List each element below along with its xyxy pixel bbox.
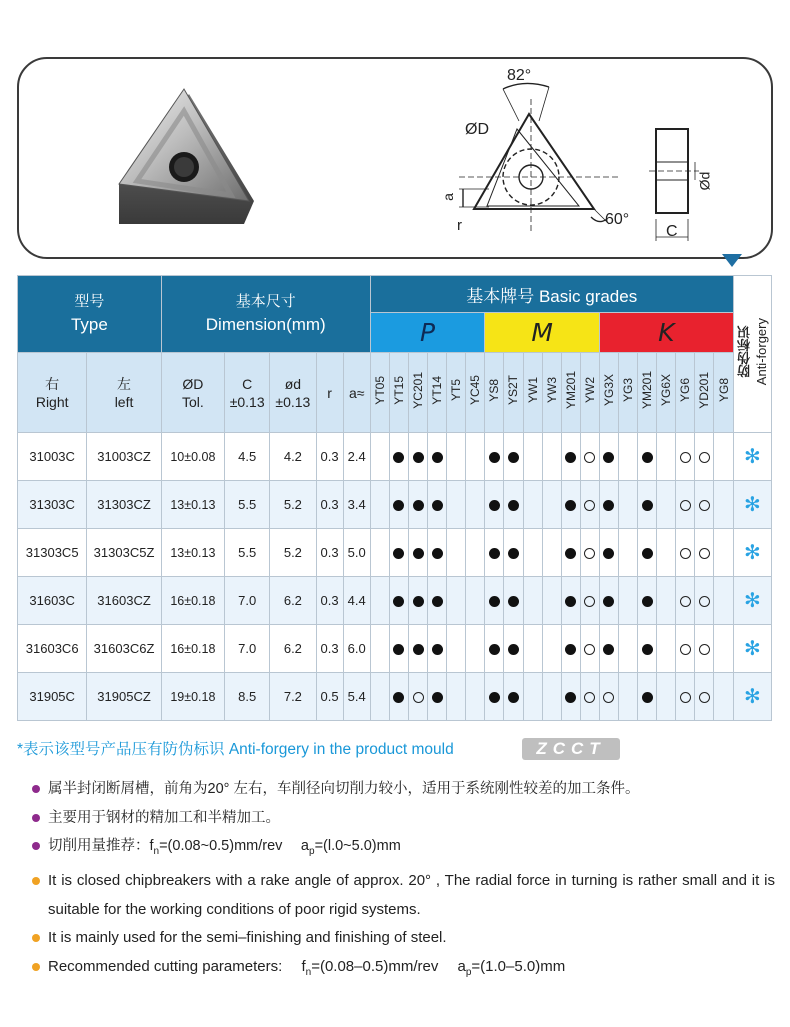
grade-mark-cell [561,673,580,721]
optional-mark [680,452,691,463]
label-r: r [457,217,462,234]
model-right: 31905C [18,673,87,721]
grade-mark-cell [370,577,389,625]
model-left: 31003CZ [87,433,161,481]
grade-col: YG8 [714,353,733,433]
cell-C: 7.0 [225,577,270,625]
grade-mark-cell [485,577,504,625]
grade-mark-cell [523,673,542,721]
grade-col: YT5 [447,353,466,433]
grade-mark-cell [485,529,504,577]
grade-mark-cell [389,529,408,577]
label-a: a [439,193,456,201]
model-left: 31905CZ [87,673,161,721]
list-item: 切削用量推荐：$f_n=(0.08\sim 0.5)mm$/rev $a_p=(l.0\sim 5.0)mm$ [30,832,775,867]
cell-a: 3.4 [343,481,370,529]
cell-D: 10±0.08 [161,433,224,481]
anti-forgery-star-icon: ✻ [743,590,761,612]
grade-mark-cell [714,673,733,721]
col-a: a≈ [343,353,370,433]
grade-col: YW1 [523,353,542,433]
grade-mark-cell [504,625,523,673]
grade-mark-cell [695,481,714,529]
grade-mark-cell [504,577,523,625]
grade-col: YT14 [428,353,447,433]
grade-mark-cell [485,481,504,529]
insert-drawing [459,83,699,241]
anti-forgery-star-icon: ✻ [743,686,761,708]
grade-mark-cell [580,529,599,577]
recommended-mark [393,500,404,511]
model-left: 31603C6Z [87,625,161,673]
recommended-mark [565,644,576,655]
recommended-mark [603,548,614,559]
cell-d: 6.2 [270,625,316,673]
grade-mark-cell [523,433,542,481]
recommended-mark [603,452,614,463]
optional-mark [680,692,691,703]
grade-mark-cell [408,481,427,529]
cell-C: 7.0 [225,625,270,673]
grade-mark-cell [714,529,733,577]
recommended-mark [642,452,653,463]
anti-forgery-star-icon: ✻ [743,542,761,564]
grade-mark-cell [676,625,695,673]
recommended-mark [642,692,653,703]
optional-mark [584,644,595,655]
label-82-degree: 82° [507,67,532,84]
grade-mark-cell [389,577,408,625]
cell-C: 4.5 [225,433,270,481]
model-right: 31303C5 [18,529,87,577]
recommended-mark [489,644,500,655]
recommended-mark [508,596,519,607]
grade-mark-cell [447,577,466,625]
table-row [18,673,772,721]
grade-mark-cell [599,433,618,481]
recommended-mark [489,500,500,511]
model-left: 31303CZ [87,481,161,529]
anti-forgery-cell [733,481,771,529]
grade-mark-cell [561,577,580,625]
grade-mark-cell [485,433,504,481]
recommended-mark [508,500,519,511]
cell-C: 5.5 [225,529,270,577]
optional-mark [680,644,691,655]
recommended-mark [432,692,443,703]
anti-forgery-star-icon: ✻ [743,638,761,660]
recommended-mark [393,596,404,607]
grade-mark-cell [466,433,485,481]
cell-C: 8.5 [225,673,270,721]
grade-col: YG6X [657,353,676,433]
recommended-mark [508,644,519,655]
grade-col: YG6 [676,353,695,433]
anti-forgery-cell [733,433,771,481]
grade-mark-cell [504,433,523,481]
label-d: Ød [696,171,713,191]
grade-mark-cell [619,577,638,625]
grade-mark-cell [714,577,733,625]
table-row [18,625,772,673]
cell-r: 0.3 [316,625,343,673]
recommended-mark [489,452,500,463]
optional-mark [584,452,595,463]
grade-col: YS8 [485,353,504,433]
recommended-mark [413,452,424,463]
grade-mark-cell [485,625,504,673]
grade-mark-cell [676,529,695,577]
model-left: 31603CZ [87,577,161,625]
optional-mark [699,692,710,703]
grade-mark-cell [485,673,504,721]
list-item: 主要用于钢材的精加工和半精加工。 [30,804,775,833]
grade-mark-cell [447,481,466,529]
recommended-mark [508,548,519,559]
recommended-mark [489,692,500,703]
recommended-mark [603,644,614,655]
grade-mark-cell [657,433,676,481]
optional-mark [699,500,710,511]
recommended-mark [565,548,576,559]
spec-table [17,275,772,721]
grade-col: YD201 [695,353,714,433]
grade-mark-cell [676,577,695,625]
recommended-mark [413,644,424,655]
type-header: 型号 Type [18,276,162,353]
list-item: It is mainly used for the semi–finishing and finishing of steel. [30,924,775,953]
cell-a: 6.0 [343,625,370,673]
col-d: ød ±0.13 [270,353,316,433]
list-item: Recommended cutting parameters: $f_n=(0.08-0.5)mm$/rev $a_p=(1.0-5.0)mm$ [30,953,775,988]
recommended-mark [489,596,500,607]
grade-mark-cell [561,481,580,529]
grade-mark-cell [657,577,676,625]
grade-mark-cell [428,625,447,673]
grade-col: YC201 [408,353,427,433]
grade-mark-cell [714,433,733,481]
cell-r: 0.3 [316,481,343,529]
cell-r: 0.3 [316,529,343,577]
grade-mark-cell [428,433,447,481]
grade-mark-cell [466,673,485,721]
cell-a: 5.4 [343,673,370,721]
grade-mark-cell [428,577,447,625]
grades-header: 基本牌号 Basic grades [370,276,733,313]
recommended-mark [432,548,443,559]
grade-mark-cell [466,625,485,673]
grade-mark-cell [447,673,466,721]
recommended-mark [642,596,653,607]
grade-mark-cell [676,481,695,529]
grade-mark-cell [676,433,695,481]
cell-r: 0.3 [316,577,343,625]
cell-d: 4.2 [270,433,316,481]
grade-mark-cell [408,577,427,625]
grade-mark-cell [676,673,695,721]
grade-mark-cell [370,625,389,673]
group-m: M [485,313,600,353]
description-list [30,775,775,987]
cell-a: 2.4 [343,433,370,481]
cell-r: 0.3 [316,433,343,481]
grade-col: YW3 [542,353,561,433]
model-right: 31603C6 [18,625,87,673]
optional-mark [584,596,595,607]
recommended-mark [565,692,576,703]
insert-illustration [19,59,775,261]
grade-col: YG3X [599,353,618,433]
cell-D: 16±0.18 [161,625,224,673]
recommended-mark [432,644,443,655]
grade-mark-cell [638,433,657,481]
cell-d: 7.2 [270,673,316,721]
grade-mark-cell [389,673,408,721]
grade-mark-cell [542,433,561,481]
recommended-mark [565,596,576,607]
table-row [18,433,772,481]
col-C: C ±0.13 [225,353,270,433]
anti-forgery-cell [733,625,771,673]
recommended-mark [565,500,576,511]
model-right: 31603C [18,577,87,625]
anti-forgery-star-icon: ✻ [743,494,761,516]
grade-mark-cell [408,673,427,721]
grade-mark-cell [542,625,561,673]
recommended-mark [413,548,424,559]
grade-mark-cell [695,433,714,481]
grade-mark-cell [466,577,485,625]
cell-a: 4.4 [343,577,370,625]
grade-col: YS2T [504,353,523,433]
grade-mark-cell [619,673,638,721]
grade-col: YW2 [580,353,599,433]
recommended-mark [642,548,653,559]
recommended-mark [393,692,404,703]
grade-mark-cell [447,433,466,481]
grade-mark-cell [370,673,389,721]
cell-D: 16±0.18 [161,577,224,625]
recommended-mark [489,548,500,559]
grade-mark-cell [561,529,580,577]
anti-forgery-cell [733,673,771,721]
grade-mark-cell [657,481,676,529]
grade-mark-cell [447,529,466,577]
cell-a: 5.0 [343,529,370,577]
recommended-mark [432,596,443,607]
optional-mark [699,452,710,463]
grade-mark-cell [428,673,447,721]
cell-C: 5.5 [225,481,270,529]
recommended-mark [393,452,404,463]
col-right: 右 Right [18,353,87,433]
optional-mark [699,644,710,655]
anti-forgery-cell [733,577,771,625]
table-row [18,481,772,529]
grade-mark-cell [561,625,580,673]
col-r: r [316,353,343,433]
grade-mark-cell [638,577,657,625]
grade-mark-cell [580,481,599,529]
grade-mark-cell [408,529,427,577]
model-right: 31003C [18,433,87,481]
grade-mark-cell [523,481,542,529]
zcct-logo: ZCCT [522,738,620,760]
grade-mark-cell [580,625,599,673]
grade-mark-cell [504,481,523,529]
dimension-header: 基本尺寸 Dimension(mm) [161,276,370,353]
recommended-mark [508,692,519,703]
cell-d: 5.2 [270,481,316,529]
recommended-mark [565,452,576,463]
grade-mark-cell [542,577,561,625]
grade-mark-cell [542,673,561,721]
model-right: 31303C [18,481,87,529]
grade-col: YC45 [466,353,485,433]
grade-mark-cell [638,625,657,673]
grade-mark-cell [599,481,618,529]
grade-mark-cell [504,529,523,577]
grade-mark-cell [370,529,389,577]
grade-mark-cell [542,481,561,529]
group-p: P [370,313,485,353]
grade-mark-cell [428,481,447,529]
cell-D: 19±0.18 [161,673,224,721]
recommended-mark [642,500,653,511]
optional-mark [584,548,595,559]
grade-mark-cell [389,481,408,529]
grade-mark-cell [408,625,427,673]
label-60-degree: 60° [605,211,630,228]
cell-d: 5.2 [270,529,316,577]
list-item: It is closed chipbreakers with a rake angle of approx. 20° , The radial force in turning is rather small and it is suitable for the working conditions of poor rigid systems. [30,867,775,924]
table-row [18,577,772,625]
grade-mark-cell [599,673,618,721]
grade-mark-cell [542,529,561,577]
optional-mark [680,500,691,511]
grade-mark-cell [408,433,427,481]
grade-mark-cell [599,529,618,577]
grade-mark-cell [714,625,733,673]
recommended-mark [603,500,614,511]
grade-mark-cell [504,673,523,721]
grade-mark-cell [599,625,618,673]
anti-forgery-cell [733,529,771,577]
grade-mark-cell [466,529,485,577]
illustration-panel [17,57,773,259]
table-row [18,529,772,577]
label-D: ØD [465,121,489,138]
cell-r: 0.5 [316,673,343,721]
grade-col: YT15 [389,353,408,433]
grade-mark-cell [695,673,714,721]
grade-col: YM201 [638,353,657,433]
grade-col: YM201 [561,353,580,433]
cell-d: 6.2 [270,577,316,625]
grade-mark-cell [523,577,542,625]
grade-mark-cell [466,481,485,529]
grade-mark-cell [370,433,389,481]
grade-mark-cell [447,625,466,673]
recommended-mark [508,452,519,463]
grade-mark-cell [657,625,676,673]
recommended-mark [413,500,424,511]
optional-mark [584,692,595,703]
column-marker [722,254,742,267]
grade-mark-cell [638,481,657,529]
optional-mark [680,596,691,607]
grade-mark-cell [580,433,599,481]
cell-D: 13±0.13 [161,529,224,577]
grade-mark-cell [619,625,638,673]
grade-mark-cell [657,529,676,577]
grade-mark-cell [619,481,638,529]
grade-mark-cell [695,577,714,625]
recommended-mark [393,644,404,655]
col-D: ØD Tol. [161,353,224,433]
recommended-mark [603,596,614,607]
grade-mark-cell [561,433,580,481]
recommended-mark [413,596,424,607]
grade-mark-cell [599,577,618,625]
optional-mark [603,692,614,703]
grade-col: YG3 [619,353,638,433]
grade-mark-cell [695,625,714,673]
insert-photo [119,89,254,224]
col-left: 左 left [87,353,161,433]
grade-col: YT05 [370,353,389,433]
optional-mark [584,500,595,511]
grade-mark-cell [619,529,638,577]
optional-mark [699,596,710,607]
anti-forgery-header: 防伪标识 Anti-forgery [733,276,771,433]
grade-mark-cell [523,625,542,673]
grade-mark-cell [657,673,676,721]
recommended-mark [642,644,653,655]
grade-mark-cell [428,529,447,577]
grade-mark-cell [389,433,408,481]
grade-mark-cell [638,673,657,721]
grade-mark-cell [638,529,657,577]
recommended-mark [432,452,443,463]
grade-mark-cell [695,529,714,577]
grade-mark-cell [619,433,638,481]
table-body [18,433,772,721]
grade-mark-cell [714,481,733,529]
optional-mark [699,548,710,559]
optional-mark [413,692,424,703]
optional-mark [680,548,691,559]
grade-mark-cell [580,577,599,625]
model-left: 31303C5Z [87,529,161,577]
anti-forgery-star-icon: ✻ [743,446,761,468]
grade-mark-cell [523,529,542,577]
group-k: K [599,313,733,353]
grade-mark-cell [580,673,599,721]
grade-mark-cell [389,625,408,673]
recommended-mark [432,500,443,511]
cell-D: 13±0.13 [161,481,224,529]
recommended-mark [393,548,404,559]
anti-forgery-note: *表示该型号产品压有防伪标识 Anti-forgery in the product mould [17,741,454,758]
grade-mark-cell [370,481,389,529]
list-item: 属半封闭断屑槽，前角为20° 左右，车削径向切削力较小，适用于系统刚性较差的加工条件。 [30,775,775,804]
label-C: C [666,223,678,240]
